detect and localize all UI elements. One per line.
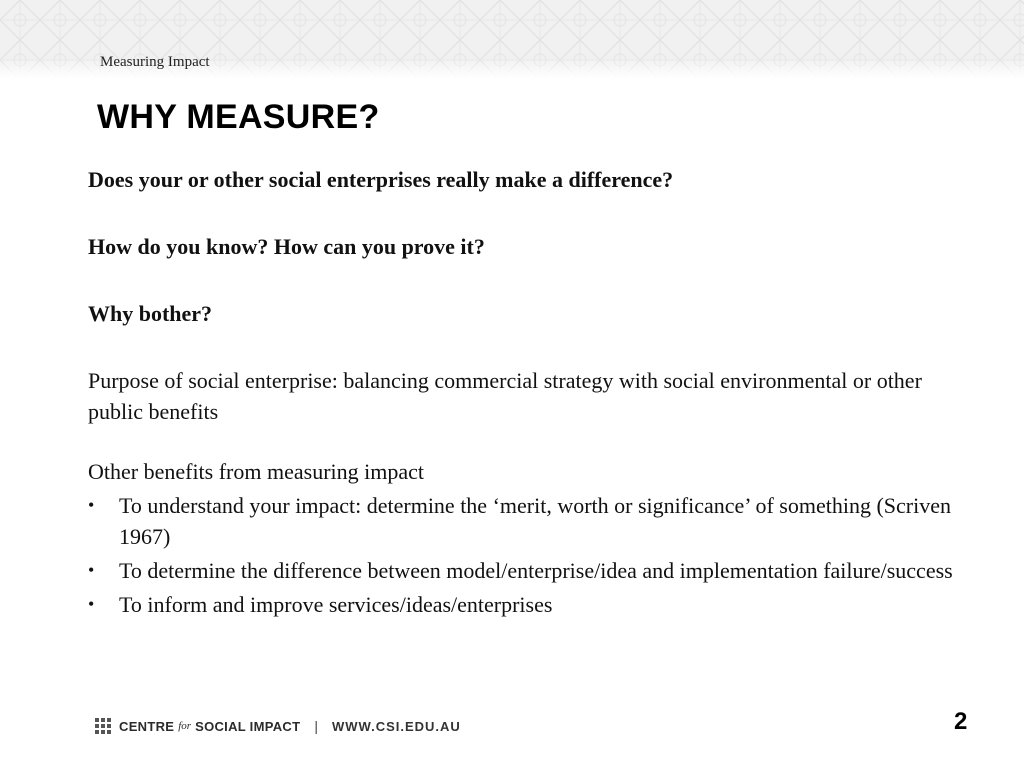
bullet-icon: • bbox=[88, 560, 95, 580]
slide-title: WHY MEASURE? bbox=[97, 98, 380, 136]
bullet-icon: • bbox=[88, 594, 95, 614]
bullet-icon: • bbox=[88, 495, 95, 515]
section-label: Measuring Impact bbox=[100, 54, 210, 70]
list-item-text: To understand your impact: determine the ‘merit, worth or significance’ of something (Scriven 1967) bbox=[119, 493, 951, 549]
question-difference: Does your or other social enterprises really make a difference? bbox=[88, 167, 674, 192]
website-url: WWW.CSI.EDU.AU bbox=[332, 718, 461, 734]
benefits-list bbox=[88, 490, 978, 620]
purpose-paragraph: Purpose of social enterprise: balancing commercial strategy with social environmental or other public benefits bbox=[88, 368, 922, 424]
footer-separator: | bbox=[314, 718, 318, 734]
list-item-text: To determine the difference between model/enterprise/idea and implementation failure/success bbox=[119, 558, 953, 583]
question-proof: How do you know? How can you prove it? bbox=[88, 234, 485, 259]
benefits-intro: Other benefits from measuring impact bbox=[88, 459, 425, 484]
brand-name-for: for bbox=[178, 720, 192, 732]
grid-logo-icon bbox=[95, 718, 111, 734]
list-item bbox=[88, 490, 978, 552]
list-item bbox=[88, 555, 978, 586]
question-why-bother: Why bother? bbox=[88, 301, 213, 326]
brand-name-social-impact: SOCIAL IMPACT bbox=[195, 718, 301, 734]
list-item-text: To inform and improve services/ideas/enterprises bbox=[119, 592, 553, 617]
page-number: 2 bbox=[954, 708, 968, 735]
slide-body bbox=[88, 164, 978, 620]
brand-name-centre: CENTRE bbox=[119, 718, 175, 734]
footer-brand bbox=[95, 716, 461, 736]
list-item bbox=[88, 589, 978, 620]
